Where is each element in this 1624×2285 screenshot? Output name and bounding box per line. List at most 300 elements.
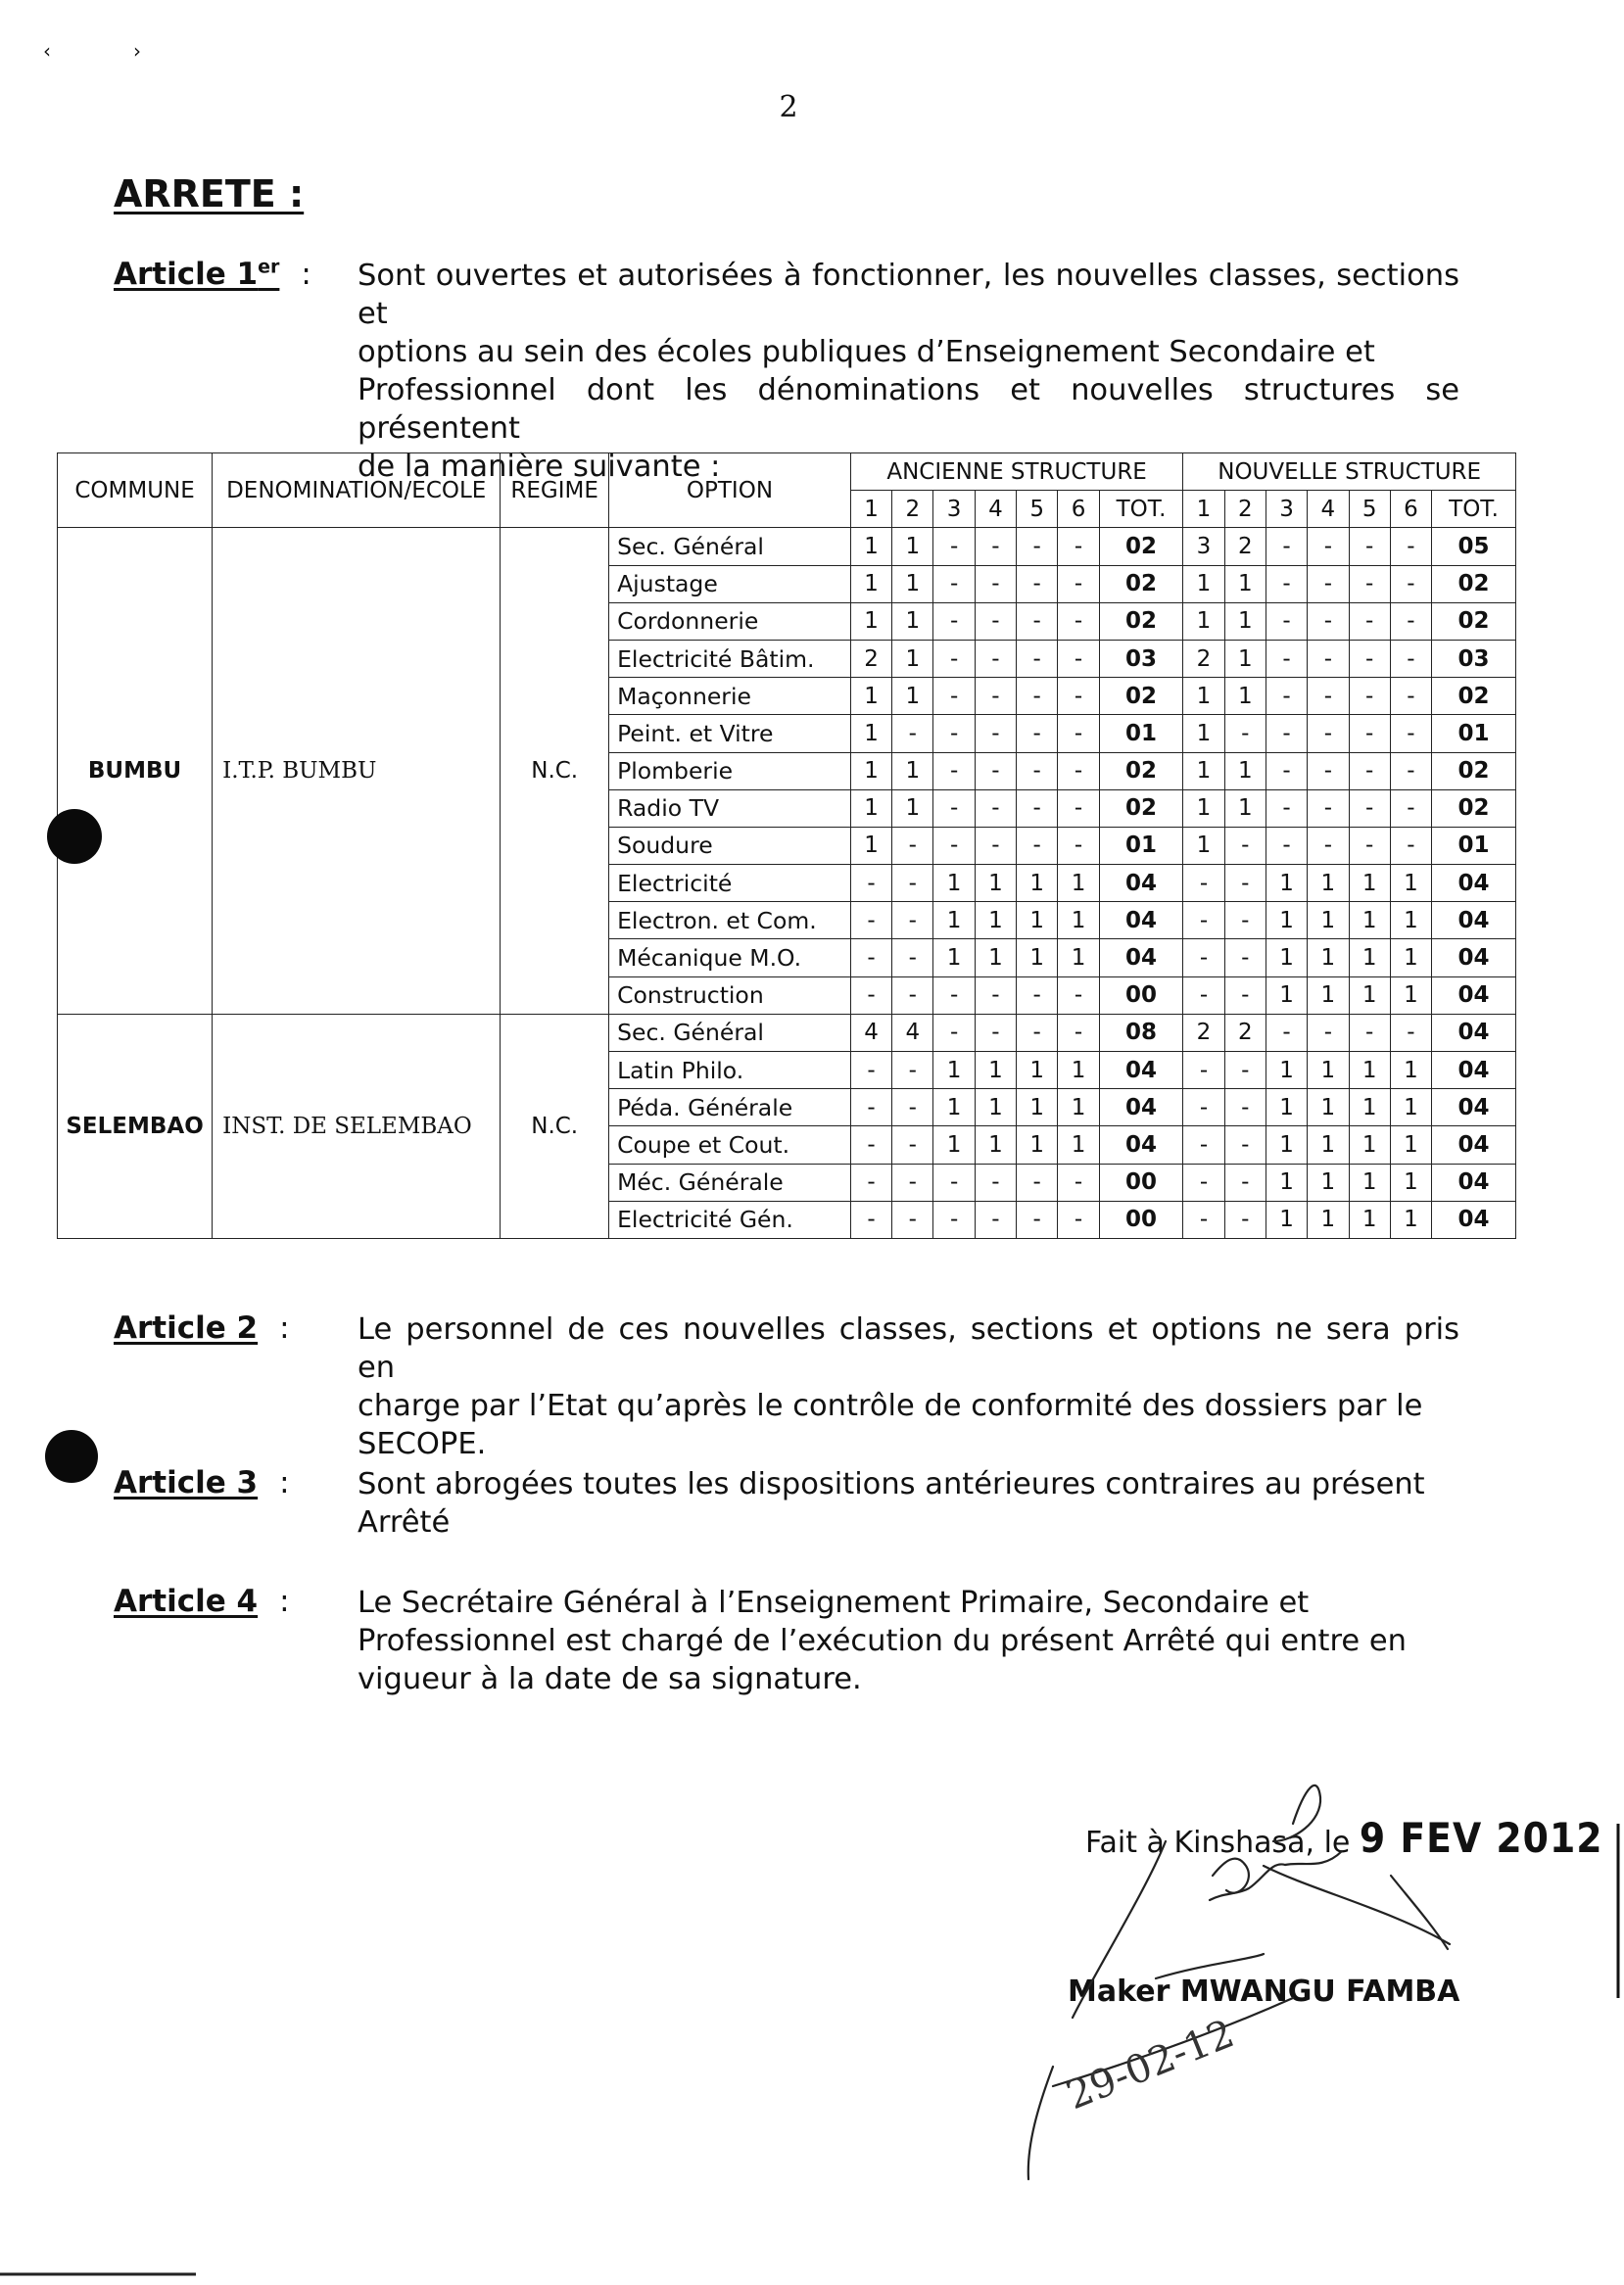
ancienne-class-cell: - <box>850 1126 891 1164</box>
ancienne-class-cell: - <box>892 827 933 864</box>
table-row <box>58 528 1516 565</box>
ancienne-class-cell: - <box>892 715 933 752</box>
article-4-line: vigueur à la date de sa signature. <box>358 1662 862 1696</box>
nouvelle-total-cell: 04 <box>1432 976 1516 1014</box>
header-ancienne-class-1: 1 <box>850 491 891 528</box>
article-2-line: SECOPE. <box>358 1427 487 1461</box>
ancienne-total-cell: 02 <box>1099 565 1183 602</box>
nouvelle-class-cell: 1 <box>1308 1126 1349 1164</box>
ancienne-class-cell: 1 <box>850 602 891 640</box>
option-cell: Méc. Générale <box>609 1164 851 1201</box>
ancienne-class-cell: 1 <box>1017 865 1058 902</box>
nouvelle-class-cell: - <box>1266 640 1307 677</box>
nouvelle-total-cell: 02 <box>1432 789 1516 827</box>
nouvelle-class-cell: 1 <box>1266 976 1307 1014</box>
ancienne-class-cell: - <box>1017 827 1058 864</box>
article-2-text <box>358 1310 1459 1463</box>
nouvelle-class-cell: 1 <box>1308 865 1349 902</box>
nouvelle-class-cell: 1 <box>1349 1164 1390 1201</box>
header-ancienne-class-5: 5 <box>1017 491 1058 528</box>
nouvelle-class-cell: - <box>1224 865 1266 902</box>
ancienne-class-cell: - <box>850 865 891 902</box>
nouvelle-class-cell: 3 <box>1183 528 1224 565</box>
ancienne-total-cell: 02 <box>1099 602 1183 640</box>
option-cell: Radio TV <box>609 789 851 827</box>
nouvelle-class-cell: 1 <box>1266 1201 1307 1238</box>
nouvelle-total-cell: 04 <box>1432 865 1516 902</box>
ancienne-total-cell: 02 <box>1099 789 1183 827</box>
article-4-line: Le Secrétaire Général à l’Enseignement Primaire, Secondaire et <box>358 1586 1310 1620</box>
nouvelle-class-cell: - <box>1308 640 1349 677</box>
ancienne-class-cell: - <box>1017 1164 1058 1201</box>
header-ancienne-class-4: 4 <box>975 491 1016 528</box>
nouvelle-class-cell: - <box>1308 827 1349 864</box>
nouvelle-class-cell: - <box>1224 1201 1266 1238</box>
ancienne-class-cell: 1 <box>933 1052 975 1089</box>
article-1-line: options au sein des écoles publiques d’Enseignement Secondaire et <box>358 335 1375 369</box>
ancienne-class-cell: - <box>1017 1014 1058 1051</box>
nouvelle-class-cell: 1 <box>1308 1052 1349 1089</box>
ancienne-total-cell: 02 <box>1099 752 1183 789</box>
ancienne-class-cell: 4 <box>892 1014 933 1051</box>
nouvelle-class-cell: - <box>1308 752 1349 789</box>
nouvelle-total-cell: 04 <box>1432 1052 1516 1089</box>
ancienne-total-cell: 01 <box>1099 827 1183 864</box>
ancienne-class-cell: - <box>850 902 891 939</box>
nouvelle-class-cell: 1 <box>1183 789 1224 827</box>
ancienne-total-cell: 04 <box>1099 865 1183 902</box>
nouvelle-total-cell: 04 <box>1432 1014 1516 1051</box>
ancienne-class-cell: - <box>933 528 975 565</box>
option-cell: Electricité Bâtim. <box>609 640 851 677</box>
nouvelle-class-cell: - <box>1308 1014 1349 1051</box>
header-nouvelle-total: TOT. <box>1432 491 1516 528</box>
nouvelle-class-cell: 1 <box>1183 752 1224 789</box>
header-nouvelle-class-6: 6 <box>1390 491 1431 528</box>
nouvelle-class-cell: 1 <box>1390 902 1431 939</box>
ancienne-class-cell: 1 <box>1017 1126 1058 1164</box>
handwritten-date: 29-02-12 <box>1060 2011 1241 2119</box>
ancienne-class-cell: - <box>933 678 975 715</box>
ancienne-class-cell: 1 <box>975 1052 1016 1089</box>
ancienne-class-cell: - <box>1017 565 1058 602</box>
ancienne-class-cell: - <box>933 976 975 1014</box>
nouvelle-class-cell: - <box>1266 678 1307 715</box>
ancienne-class-cell: 1 <box>850 752 891 789</box>
ancienne-class-cell: - <box>1058 789 1099 827</box>
nouvelle-class-cell: - <box>1224 715 1266 752</box>
ancienne-class-cell: 1 <box>1017 1089 1058 1126</box>
ancienne-class-cell: 1 <box>1058 1052 1099 1089</box>
ancienne-class-cell: 1 <box>850 789 891 827</box>
header-nouvelle-class-5: 5 <box>1349 491 1390 528</box>
ancienne-class-cell: 2 <box>850 640 891 677</box>
nouvelle-class-cell: 1 <box>1266 1164 1307 1201</box>
nouvelle-class-cell: 1 <box>1390 1052 1431 1089</box>
ancienne-class-cell: - <box>975 1164 1016 1201</box>
ancienne-class-cell: - <box>892 1052 933 1089</box>
nouvelle-class-cell: - <box>1183 1089 1224 1126</box>
ancienne-total-cell: 00 <box>1099 976 1183 1014</box>
nouvelle-class-cell: 1 <box>1390 1126 1431 1164</box>
ancienne-class-cell: 1 <box>892 789 933 827</box>
page-number: 2 <box>779 90 798 124</box>
nouvelle-class-cell: 1 <box>1308 1201 1349 1238</box>
nouvelle-class-cell: 1 <box>1308 1089 1349 1126</box>
nouvelle-total-cell: 02 <box>1432 752 1516 789</box>
nouvelle-class-cell: 1 <box>1183 678 1224 715</box>
nouvelle-class-cell: 1 <box>1390 1164 1431 1201</box>
ancienne-class-cell: - <box>1058 565 1099 602</box>
ancienne-class-cell: - <box>1058 976 1099 1014</box>
ancienne-class-cell: 1 <box>975 902 1016 939</box>
nouvelle-class-cell: - <box>1349 602 1390 640</box>
nouvelle-class-cell: - <box>1390 827 1431 864</box>
nouvelle-total-cell: 02 <box>1432 602 1516 640</box>
ancienne-class-cell: - <box>850 1052 891 1089</box>
nouvelle-class-cell: - <box>1349 752 1390 789</box>
nouvelle-class-cell: 1 <box>1266 939 1307 976</box>
nouvelle-class-cell: - <box>1224 1052 1266 1089</box>
ancienne-total-cell: 08 <box>1099 1014 1183 1051</box>
nouvelle-class-cell: 1 <box>1183 602 1224 640</box>
nouvelle-total-cell: 04 <box>1432 1089 1516 1126</box>
ancienne-class-cell: - <box>892 902 933 939</box>
nouvelle-class-cell: 1 <box>1224 678 1266 715</box>
header-ancienne-structure: ANCIENNE STRUCTURE <box>850 453 1182 491</box>
article-4-line: Professionnel est chargé de l’exécution du présent Arrêté qui entre en <box>358 1624 1407 1658</box>
nouvelle-class-cell: - <box>1308 528 1349 565</box>
option-cell: Cordonnerie <box>609 602 851 640</box>
decree-heading: ARRETE : <box>114 172 305 215</box>
nouvelle-class-cell: - <box>1183 865 1224 902</box>
option-cell: Electricité <box>609 865 851 902</box>
regime-cell: N.C. <box>501 528 609 1014</box>
nouvelle-class-cell: - <box>1308 602 1349 640</box>
nouvelle-class-cell: - <box>1183 1164 1224 1201</box>
punch-hole <box>45 1430 98 1483</box>
nouvelle-class-cell: - <box>1266 827 1307 864</box>
nouvelle-class-cell: - <box>1266 1014 1307 1051</box>
ancienne-class-cell: - <box>1058 752 1099 789</box>
ancienne-total-cell: 04 <box>1099 902 1183 939</box>
nouvelle-class-cell: - <box>1390 640 1431 677</box>
ancienne-class-cell: - <box>1017 1201 1058 1238</box>
ancienne-class-cell: 1 <box>850 565 891 602</box>
nouvelle-class-cell: - <box>1349 1014 1390 1051</box>
nouvelle-class-cell: - <box>1390 565 1431 602</box>
nouvelle-class-cell: - <box>1266 752 1307 789</box>
ancienne-class-cell: 1 <box>1058 865 1099 902</box>
article-1-line: de la manière suivante : <box>358 450 721 484</box>
ancienne-class-cell: - <box>1058 640 1099 677</box>
nouvelle-class-cell: 1 <box>1349 902 1390 939</box>
nouvelle-class-cell: 1 <box>1390 939 1431 976</box>
ancienne-class-cell: 1 <box>892 528 933 565</box>
option-cell: Mécanique M.O. <box>609 939 851 976</box>
ancienne-class-cell: 1 <box>892 640 933 677</box>
nouvelle-class-cell: 1 <box>1266 1089 1307 1126</box>
ancienne-class-cell: 1 <box>933 1089 975 1126</box>
ancienne-class-cell: 1 <box>933 902 975 939</box>
article-4-label: Article 4 : <box>114 1584 290 1619</box>
ancienne-class-cell: 1 <box>850 678 891 715</box>
nouvelle-class-cell: 1 <box>1390 1089 1431 1126</box>
nouvelle-class-cell: 1 <box>1308 976 1349 1014</box>
ancienne-class-cell: - <box>975 976 1016 1014</box>
nouvelle-class-cell: - <box>1349 640 1390 677</box>
nouvelle-total-cell: 05 <box>1432 528 1516 565</box>
nouvelle-total-cell: 04 <box>1432 939 1516 976</box>
ancienne-class-cell: - <box>1017 976 1058 1014</box>
nouvelle-class-cell: - <box>1390 715 1431 752</box>
article-2-line: charge par l’Etat qu’après le contrôle de conformité des dossiers par le <box>358 1389 1423 1423</box>
option-cell: Electron. et Com. <box>609 902 851 939</box>
ancienne-class-cell: - <box>850 1201 891 1238</box>
ancienne-class-cell: - <box>933 715 975 752</box>
option-cell: Sec. Général <box>609 1014 851 1051</box>
ancienne-class-cell: - <box>1017 602 1058 640</box>
nouvelle-class-cell: 1 <box>1224 602 1266 640</box>
ancienne-class-cell: - <box>933 602 975 640</box>
nouvelle-class-cell: - <box>1183 1201 1224 1238</box>
ancienne-class-cell: 1 <box>1058 1126 1099 1164</box>
ancienne-class-cell: 1 <box>1058 902 1099 939</box>
ancienne-class-cell: 1 <box>975 865 1016 902</box>
nouvelle-class-cell: 1 <box>1349 1201 1390 1238</box>
nouvelle-total-cell: 02 <box>1432 678 1516 715</box>
nouvelle-class-cell: - <box>1308 565 1349 602</box>
nouvelle-class-cell: 1 <box>1224 640 1266 677</box>
ancienne-class-cell: - <box>933 1201 975 1238</box>
option-cell: Peint. et Vitre <box>609 715 851 752</box>
article-4-text <box>358 1584 1459 1698</box>
regime-cell: N.C. <box>501 1014 609 1238</box>
option-cell: Soudure <box>609 827 851 864</box>
option-cell: Latin Philo. <box>609 1052 851 1089</box>
ancienne-class-cell: - <box>892 865 933 902</box>
nouvelle-class-cell: - <box>1266 789 1307 827</box>
nouvelle-class-cell: 1 <box>1349 976 1390 1014</box>
ancienne-class-cell: - <box>892 1201 933 1238</box>
ancienne-class-cell: - <box>1017 789 1058 827</box>
nouvelle-class-cell: - <box>1183 1052 1224 1089</box>
nouvelle-class-cell: - <box>1349 528 1390 565</box>
ancienne-class-cell: - <box>975 602 1016 640</box>
ancienne-class-cell: - <box>1058 1014 1099 1051</box>
ancienne-class-cell: - <box>1058 1201 1099 1238</box>
ancienne-total-cell: 04 <box>1099 939 1183 976</box>
ancienne-class-cell: 1 <box>975 1089 1016 1126</box>
school-name-cell: INST. DE SELEMBAO <box>213 1014 501 1238</box>
corner-mark-left: ‹ <box>43 39 51 63</box>
ancienne-class-cell: - <box>975 827 1016 864</box>
ancienne-class-cell: - <box>933 789 975 827</box>
ancienne-class-cell: 1 <box>1058 939 1099 976</box>
nouvelle-class-cell: - <box>1308 678 1349 715</box>
ancienne-class-cell: 1 <box>933 1126 975 1164</box>
ancienne-class-cell: - <box>892 976 933 1014</box>
ancienne-class-cell: 1 <box>1058 1089 1099 1126</box>
nouvelle-class-cell: - <box>1266 565 1307 602</box>
option-cell: Sec. Général <box>609 528 851 565</box>
header-ancienne-total: TOT. <box>1099 491 1183 528</box>
article-3-text <box>358 1465 1459 1542</box>
ancienne-class-cell: - <box>975 752 1016 789</box>
nouvelle-class-cell: 1 <box>1266 865 1307 902</box>
nouvelle-class-cell: 1 <box>1308 939 1349 976</box>
nouvelle-class-cell: 2 <box>1183 1014 1224 1051</box>
ancienne-class-cell: - <box>1017 752 1058 789</box>
nouvelle-class-cell: - <box>1266 528 1307 565</box>
option-cell: Electricité Gén. <box>609 1201 851 1238</box>
ancienne-class-cell: - <box>1058 528 1099 565</box>
header-nouvelle-class-2: 2 <box>1224 491 1266 528</box>
nouvelle-class-cell: 2 <box>1224 1014 1266 1051</box>
ancienne-class-cell: - <box>892 1164 933 1201</box>
article-2-label: Article 2 : <box>114 1310 290 1346</box>
ancienne-class-cell: - <box>850 1164 891 1201</box>
nouvelle-class-cell: - <box>1224 939 1266 976</box>
article-3-line: Arrêté <box>358 1505 451 1540</box>
stamped-date: 9 FEV 2012 <box>1359 1814 1603 1862</box>
ancienne-class-cell: - <box>933 1014 975 1051</box>
nouvelle-total-cell: 04 <box>1432 1201 1516 1238</box>
nouvelle-class-cell: 1 <box>1266 1126 1307 1164</box>
ancienne-class-cell: - <box>850 939 891 976</box>
nouvelle-class-cell: 1 <box>1349 865 1390 902</box>
nouvelle-class-cell: 1 <box>1224 565 1266 602</box>
nouvelle-class-cell: - <box>1266 715 1307 752</box>
commune-cell: SELEMBAO <box>58 1014 213 1238</box>
nouvelle-class-cell: 1 <box>1349 939 1390 976</box>
ancienne-class-cell: - <box>1058 602 1099 640</box>
ancienne-class-cell: - <box>933 640 975 677</box>
nouvelle-class-cell: - <box>1349 715 1390 752</box>
ancienne-class-cell: 1 <box>850 827 891 864</box>
ancienne-class-cell: - <box>1017 715 1058 752</box>
nouvelle-class-cell: 1 <box>1183 565 1224 602</box>
nouvelle-class-cell: 1 <box>1349 1052 1390 1089</box>
ancienne-class-cell: - <box>1058 827 1099 864</box>
ancienne-class-cell: - <box>933 565 975 602</box>
nouvelle-class-cell: - <box>1390 1014 1431 1051</box>
header-denomination: DENOMINATION/ECOLE <box>213 453 501 528</box>
option-cell: Construction <box>609 976 851 1014</box>
nouvelle-class-cell: 1 <box>1390 865 1431 902</box>
ancienne-class-cell: - <box>975 715 1016 752</box>
ancienne-total-cell: 01 <box>1099 715 1183 752</box>
nouvelle-class-cell: - <box>1390 752 1431 789</box>
ancienne-class-cell: 1 <box>975 1126 1016 1164</box>
ancienne-class-cell: - <box>1017 528 1058 565</box>
ancienne-class-cell: 1 <box>1017 902 1058 939</box>
ancienne-class-cell: 1 <box>850 528 891 565</box>
ancienne-class-cell: 1 <box>850 715 891 752</box>
ancienne-class-cell: - <box>975 640 1016 677</box>
nouvelle-class-cell: 1 <box>1349 1126 1390 1164</box>
ancienne-total-cell: 04 <box>1099 1089 1183 1126</box>
nouvelle-class-cell: - <box>1349 678 1390 715</box>
header-nouvelle-class-1: 1 <box>1183 491 1224 528</box>
article-2-line: Le personnel de ces nouvelles classes, sections et options ne sera pris en <box>358 1312 1459 1385</box>
structure-table <box>57 452 1516 1239</box>
ancienne-class-cell: - <box>933 752 975 789</box>
ancienne-class-cell: - <box>975 565 1016 602</box>
article-1-label: Article 1er : <box>114 257 311 293</box>
ancienne-class-cell: - <box>892 1089 933 1126</box>
ancienne-total-cell: 03 <box>1099 640 1183 677</box>
nouvelle-class-cell: - <box>1224 902 1266 939</box>
ancienne-class-cell: 1 <box>892 752 933 789</box>
corner-mark-right: › <box>133 39 141 63</box>
nouvelle-class-cell: - <box>1183 902 1224 939</box>
ancienne-class-cell: 1 <box>975 939 1016 976</box>
ancienne-total-cell: 02 <box>1099 678 1183 715</box>
commune-cell: BUMBU <box>58 528 213 1014</box>
nouvelle-class-cell: 1 <box>1183 827 1224 864</box>
article-3-line: Sont abrogées toutes les dispositions antérieures contraires au présent <box>358 1467 1425 1501</box>
ancienne-class-cell: 1 <box>933 939 975 976</box>
nouvelle-class-cell: 1 <box>1349 1089 1390 1126</box>
option-cell: Maçonnerie <box>609 678 851 715</box>
nouvelle-class-cell: 1 <box>1308 1164 1349 1201</box>
nouvelle-class-cell: 1 <box>1224 752 1266 789</box>
header-ancienne-class-6: 6 <box>1058 491 1099 528</box>
nouvelle-class-cell: - <box>1390 678 1431 715</box>
ancienne-total-cell: 00 <box>1099 1164 1183 1201</box>
nouvelle-class-cell: - <box>1266 602 1307 640</box>
ancienne-class-cell: - <box>850 1089 891 1126</box>
nouvelle-class-cell: - <box>1183 976 1224 1014</box>
nouvelle-class-cell: - <box>1183 939 1224 976</box>
nouvelle-class-cell: 2 <box>1183 640 1224 677</box>
ancienne-class-cell: - <box>892 939 933 976</box>
ancienne-class-cell: - <box>933 1164 975 1201</box>
punch-hole <box>47 809 102 864</box>
nouvelle-class-cell: - <box>1390 789 1431 827</box>
ancienne-total-cell: 04 <box>1099 1126 1183 1164</box>
nouvelle-class-cell: - <box>1183 1126 1224 1164</box>
ancienne-total-cell: 02 <box>1099 528 1183 565</box>
nouvelle-class-cell: - <box>1224 1164 1266 1201</box>
option-cell: Ajustage <box>609 565 851 602</box>
nouvelle-class-cell: - <box>1349 827 1390 864</box>
signature-place-date: Fait à Kinshasa, le 9 FEV 2012 <box>1085 1814 1603 1862</box>
ancienne-class-cell: 1 <box>892 678 933 715</box>
ancienne-class-cell: 1 <box>892 565 933 602</box>
nouvelle-total-cell: 01 <box>1432 715 1516 752</box>
header-ancienne-class-2: 2 <box>892 491 933 528</box>
ancienne-class-cell: 1 <box>892 602 933 640</box>
nouvelle-class-cell: 1 <box>1183 715 1224 752</box>
header-nouvelle-class-4: 4 <box>1308 491 1349 528</box>
article-1-line: Sont ouvertes et autorisées à fonctionner, les nouvelles classes, sections et <box>358 259 1459 331</box>
ancienne-total-cell: 00 <box>1099 1201 1183 1238</box>
ancienne-class-cell: - <box>975 1014 1016 1051</box>
nouvelle-class-cell: 1 <box>1390 1201 1431 1238</box>
nouvelle-class-cell: - <box>1224 827 1266 864</box>
nouvelle-class-cell: 1 <box>1266 1052 1307 1089</box>
nouvelle-total-cell: 04 <box>1432 1126 1516 1164</box>
ancienne-class-cell: - <box>892 1126 933 1164</box>
ancienne-class-cell: - <box>975 789 1016 827</box>
school-name-cell: I.T.P. BUMBU <box>213 528 501 1014</box>
nouvelle-total-cell: 01 <box>1432 827 1516 864</box>
nouvelle-total-cell: 03 <box>1432 640 1516 677</box>
nouvelle-class-cell: 1 <box>1266 902 1307 939</box>
ancienne-class-cell: 1 <box>1017 1052 1058 1089</box>
